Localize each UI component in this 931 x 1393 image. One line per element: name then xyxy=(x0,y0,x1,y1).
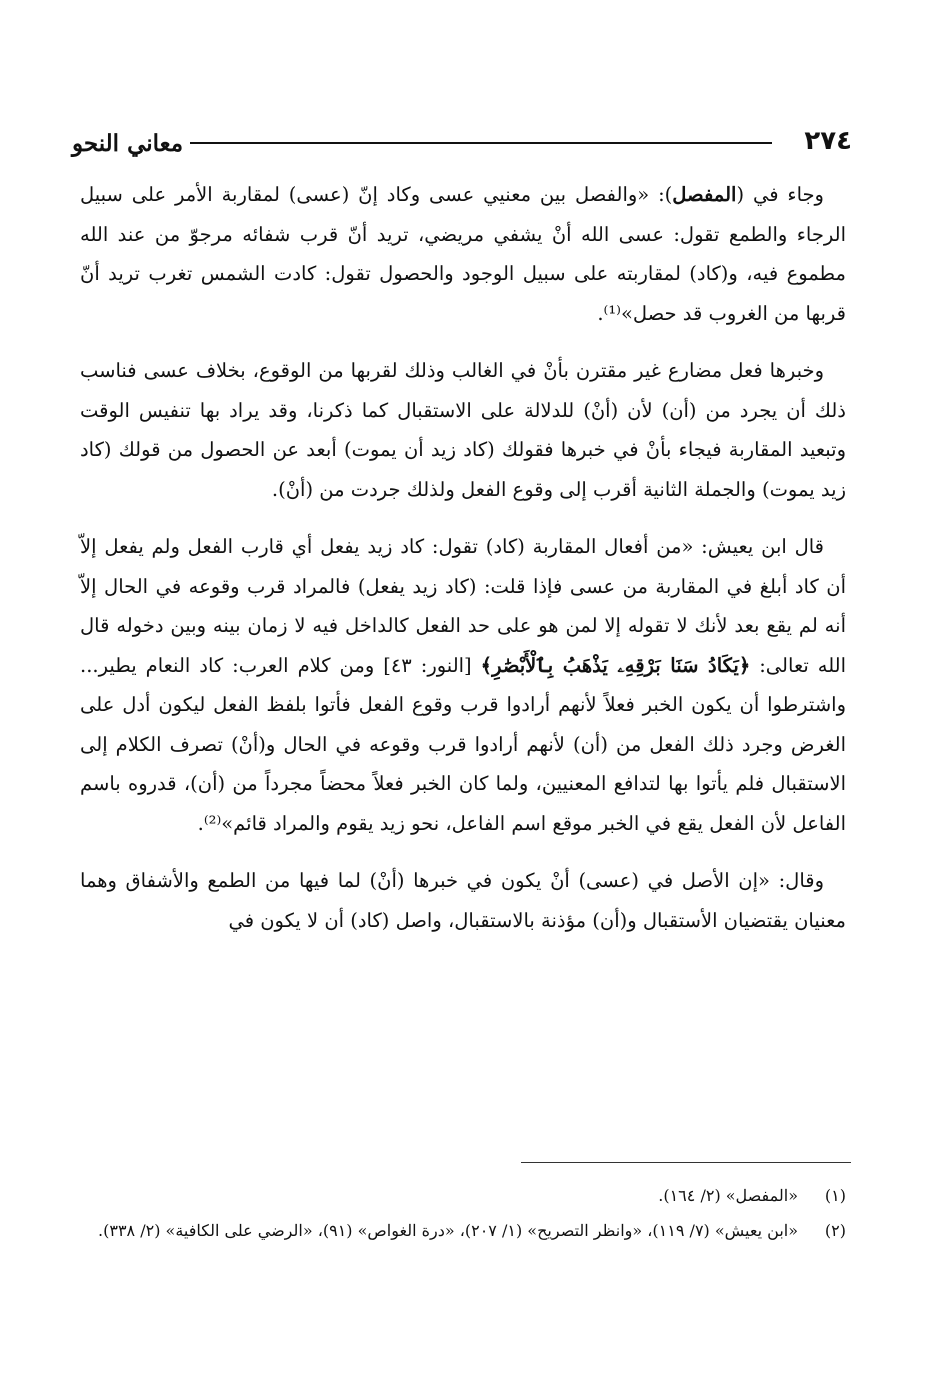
footnote-text: «المفصل» (٢/ ١٦٤). xyxy=(658,1186,798,1205)
footnotes xyxy=(80,1180,846,1250)
header-rule xyxy=(190,142,772,144)
paragraph-1-rest: ): «والفصل بين معنيي عسى وكاد إنّ (عسى) لمقاربة الأمر على سبيل الرجاء والطمع تقول: عسى الله أنْ يشفي مريضي، تريد أنّ قرب شفائه مرجوّ من عند الله مطموع فيه، و(كاد) لمقاربته على سبيل الوجود والحصول تقول: كادت الشمس تغرب تريد أنّ قربها من الغروب قد حصل»⁽¹⁾. xyxy=(80,183,846,325)
footnote-number: (١) xyxy=(824,1186,846,1205)
footnote-1 xyxy=(80,1180,846,1211)
paragraph-3 xyxy=(80,527,846,843)
paragraph-3-rest: [النور: ٤٣] ومن كلام العرب: كاد النعام يطير... واشترطوا أن يكون الخبر فعلاً لأنهم أرادوا قرب وقوع الفعل فأتوا بلفظ الفعل ليكون أدل على الغرض وجرد ذلك الفعل من (أن) لأنهم أرادوا قرب وقوعه في الحال و(أنْ) تصرف الكلام إلى الاستقبال فلم يأتوا بها لتدافع المعنيين، ولما كان الخبر فعلاً محضاً مجرداً من (أن)، قدروه باسم الفاعل لأن الفعل يقع في الخبر موقع اسم الفاعل، نحو زيد يقوم والمراد قائم»⁽²⁾. xyxy=(80,653,846,835)
paragraph-3-lead: قال ابن يعيش: «من أفعال المقاربة (كاد) تقول: كاد زيد يفعل أي قارب الفعل ولم يفعل إلاّ أن كاد أبلغ في المقاربة من عسى فإذا قلت: (كاد زيد يفعل) فالمراد قرب وقوعه في الحال إلاّ أنه لم يقع بعد لأنك لا تقوله إلا لمن هو على حد الفعل كالداخل فيه لا زمان بينه وبين دخوله قال الله تعالى: xyxy=(80,535,847,677)
main-text xyxy=(80,175,846,940)
quran-verse: ﴿يَكَادُ سَنَا بَرْقِهِۦ يَذْهَبُ بِٱلْأَبْصَٰرِ﴾ xyxy=(480,653,751,677)
paragraph-1 xyxy=(80,175,846,333)
page-number: ٢٧٤ xyxy=(804,126,852,156)
footnote-text: «ابن يعيش» (٧/ ١١٩)، «وانظر التصريح» (١/ ٢٠٧)، «درة الغواص» (٩١)، «الرضي على الكافية» (٢/ ٣٣٨). xyxy=(98,1221,798,1240)
source-title: المفصل xyxy=(672,183,737,206)
paragraph-2: وخبرها فعل مضارع غير مقترن بأنْ في الغالب وذلك لقربها من الوقوع، بخلاف عسى فناسب ذلك أن يجرد من (أن) لأن (أنْ) للدلالة على الاستقبال كما ذكرنا، وقد يراد بها تنفيس الوقت وتبعيد المقاربة فيجاء بأنْ في خبرها فقولك (كاد زيد أن يموت) أبعد عن الحصول من قولك (كاد زيد يموت) والجملة الثانية أقرب إلى وقوع الفعل ولذلك جردت من (أنْ). xyxy=(80,359,846,501)
footnote-number: (٢) xyxy=(824,1221,846,1240)
footnote-2 xyxy=(80,1215,846,1246)
paragraph-4: وقال: «إن الأصل في (عسى) أنْ يكون في خبرها (أنْ) لما فيها من الطمع والأشفاق وهما معنيان يقتضيان الأستقبال و(أن) مؤذنة بالاستقبال، واصل (كاد) أن لا يكون في xyxy=(80,869,846,932)
paragraph-1-lead: وجاء في ( xyxy=(736,183,824,206)
running-title: معاني النحو xyxy=(72,130,184,157)
footnote-separator xyxy=(521,1162,851,1163)
page-header xyxy=(72,118,852,166)
